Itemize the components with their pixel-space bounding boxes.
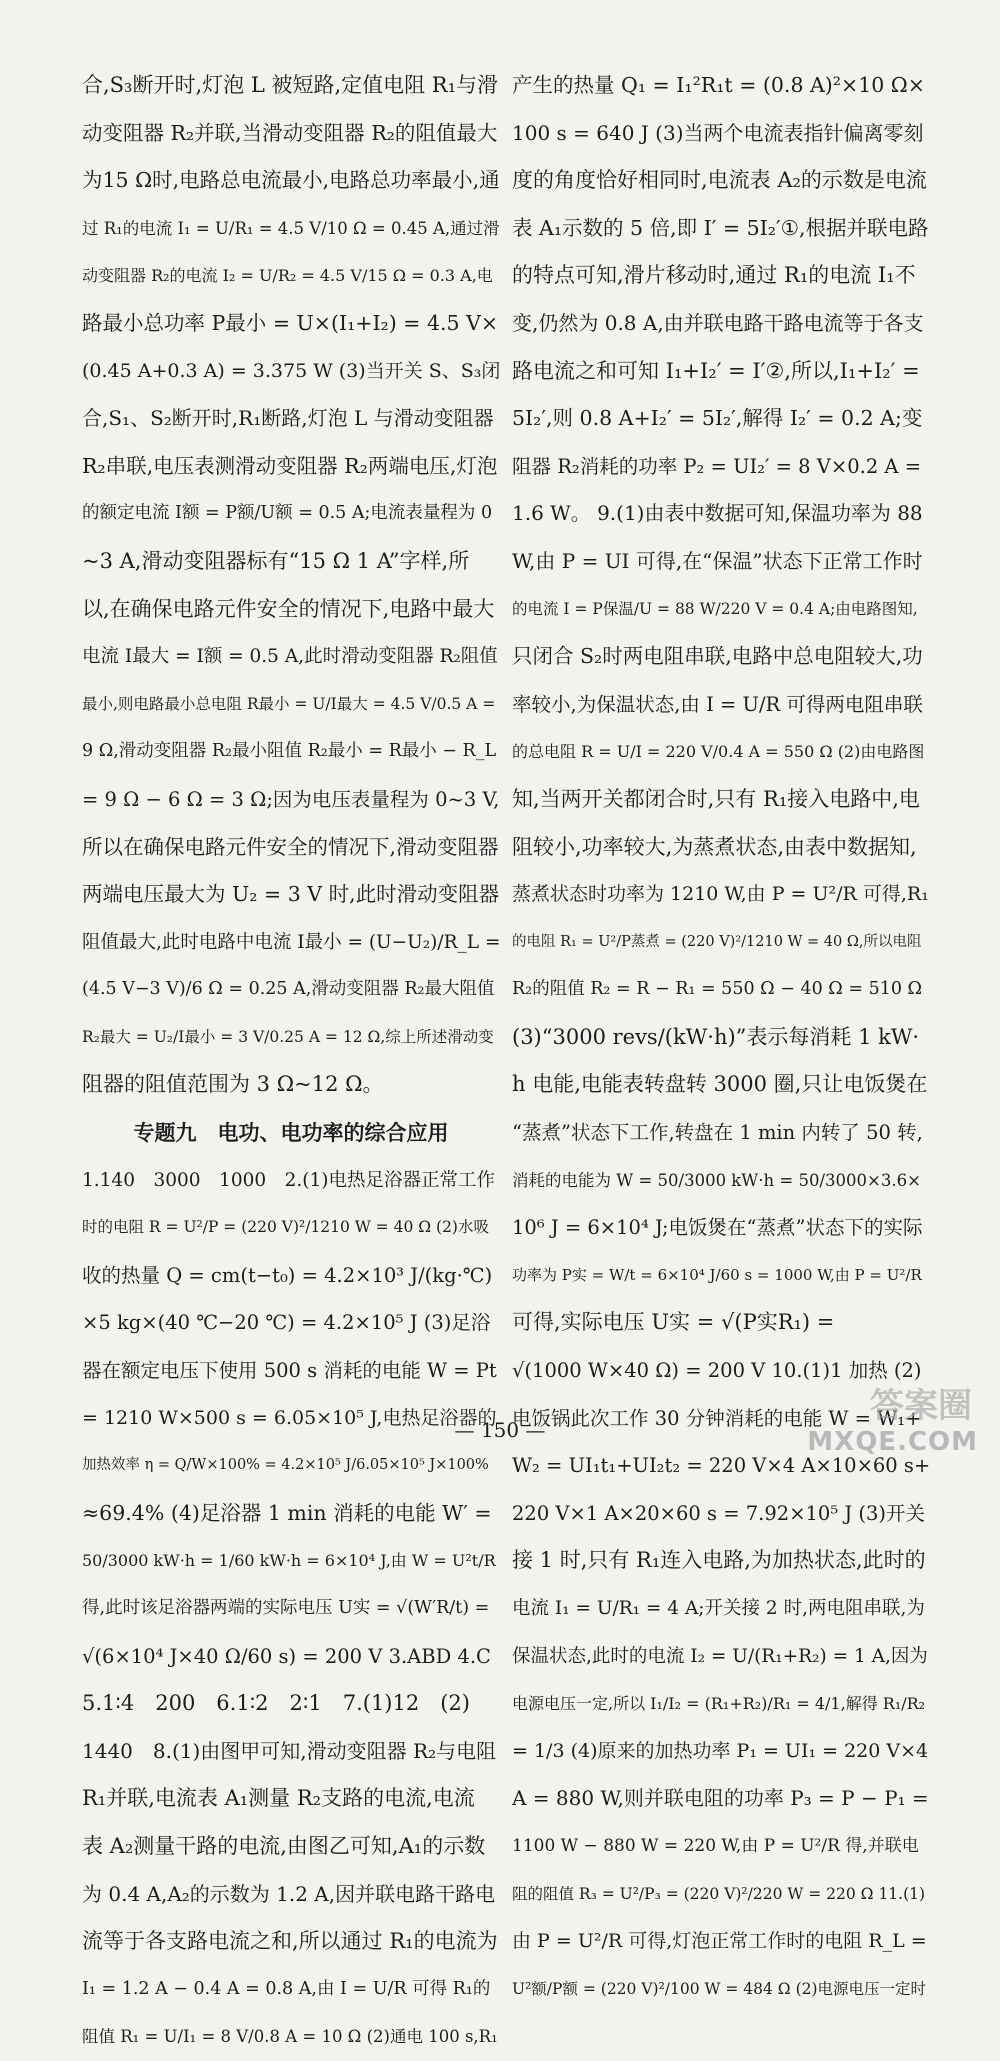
text-line: ~3 A,滑动变阻器标有“15 Ω 1 A”字样,所 [82,548,470,573]
text-line: 功率为 P实 = W/t = 6×10⁴ J/60 s = 1000 W,由 P = U²/R [512,1265,922,1284]
text-line: 以,在确保电路元件安全的情况下,电路中最大 [82,596,495,621]
text-line: 最小,则电路最小总电阻 R最小 = U/I最大 = 4.5 V/0.5 A = [82,694,496,713]
text-line: 阻较小,功率较大,为蒸煮状态,由表中数据知, [512,834,917,859]
text-line: 电流 I₁ = U/R₁ = 4 A;开关接 2 时,两电阻串联,为 [512,1598,925,1619]
text-line: 率较小,为保温状态,由 I = U/R 可得两电阻串联 [512,692,923,716]
text-line: 阻值最大,此时电路中电流 I最小 = (U−U₂)/R_L = [82,931,500,953]
text-line: 的特点可知,滑片移动时,通过 R₁的电流 I₁不 [512,263,916,288]
text-line: 收的热量 Q = cm(t−t₀) = 4.2×10³ J/(kg·℃) [82,1263,493,1287]
text-line: ≈69.4% (4)足浴器 1 min 消耗的电能 W′ = [82,1500,492,1525]
text-line: (4.5 V−3 V)/6 Ω = 0.25 A,滑动变阻器 R₂最大阻值 [82,979,495,1000]
watermark-logo-icon: 答案圈 [870,1386,972,1426]
text-line: (0.45 A+0.3 A) = 3.375 W (3)当开关 S、S₃闭 [82,359,500,382]
text-line: 的电阻 R₁ = U²/P蒸煮 = (220 V)²/1210 W = 40 Ω,所以电阻 [512,933,922,950]
text-line: 路最小总功率 P最小 = U×(I₁+I₂) = 4.5 V× [82,310,499,335]
text-line: 器在额定电压下使用 500 s 消耗的电能 W = Pt [82,1359,497,1383]
text-line: 为 0.4 A,A₂的示数为 1.2 A,因并联电路干路电 [82,1881,496,1906]
text-line: ×5 kg×(40 ℃−20 ℃) = 4.2×10⁵ J (3)足浴 [82,1311,491,1335]
site-watermark [768,1377,978,1457]
text-line: 阻器 R₂消耗的功率 P₂ = UI₂′ = 8 V×0.2 A = [512,454,922,478]
text-line: 1.140 3000 1000 2.(1)电热足浴器正常工作 [82,1169,495,1191]
text-line: R₁并联,电流表 A₁测量 R₂支路的电流,电流 [82,1786,475,1811]
text-line: I₁ = 1.2 A − 0.4 A = 0.8 A,由 I = U/R 可得 R₁的 [82,1978,491,1999]
text-line: 动变阻器 R₂的电流 I₂ = U/R₂ = 4.5 V/15 Ω = 0.3 A,电 [82,266,493,286]
text-line: 接 1 时,只有 R₁连入电路,为加热状态,此时的 [512,1548,926,1573]
text-line: 时的电阻 R = U²/P = (220 V)²/1210 W = 40 Ω (2)水吸 [82,1218,489,1237]
text-line: 电源电压一定,所以 I₁/I₂ = (R₁+R₂)/R₁ = 4/1,解得 R₁/R₂ [512,1694,926,1714]
text-line: √(6×10⁴ J×40 Ω/60 s) = 200 V 3.ABD 4.C [82,1644,491,1668]
text-line: 所以在确保电路元件安全的情况下,滑动变阻器 [82,834,499,859]
text-line: 度的角度恰好相同时,电流表 A₂的示数是电流 [512,168,927,193]
text-line: 变,仍然为 0.8 A,由并联电路干路电流等于各支 [512,310,924,335]
text-line: 只闭合 S₂时两电阻串联,电路中总电阻较大,功 [512,644,923,669]
text-line: 保温状态,此时的电流 I₂ = U/(R₁+R₂) = 1 A,因为 [512,1645,928,1667]
text-line: W,由 P = UI 可得,在“保温”状态下正常工作时 [512,548,923,573]
text-line: 为15 Ω时,电路总电流最小,电路总功率最小,通 [82,168,500,193]
text-line: (3)“3000 revs/(kW·h)”表示每消耗 1 kW· [512,1024,920,1049]
watermark-text: MXQE.COM [807,1427,978,1457]
text-line: R₂最大 = U₂/I最小 = 3 V/0.25 A = 12 Ω,综上所述滑动变 [82,1027,494,1046]
text-line: 表 A₂测量干路的电流,由图乙可知,A₁的示数 [82,1833,486,1858]
text-line: U²额/P额 = (220 V)²/100 W = 484 Ω (2)电源电压一定时 [512,1979,927,1998]
text-line: 产生的热量 Q₁ = I₁²R₁t = (0.8 A)²×10 Ω× [512,73,925,97]
text-line: 表 A₁示数的 5 倍,即 I′ = 5I₂′①,根据并联电路 [512,215,929,240]
text-line: R₂的阻值 R₂ = R − R₁ = 550 Ω − 40 Ω = 510 Ω [512,979,923,1000]
text-line: 得,此时该足浴器两端的实际电压 U实 = √(W′R/t) = [82,1598,490,1618]
text-line: 消耗的电能为 W = 50/3000 kW·h = 50/3000×3.6× [512,1170,921,1190]
text-line: 10⁶ J = 6×10⁴ J;电饭煲在“蒸煮”状态下的实际 [512,1216,923,1240]
text-line: = 9 Ω − 6 Ω = 3 Ω;因为电压表量程为 0~3 V, [82,787,500,811]
text-line: 由 P = U²/R 可得,灯泡正常工作时的电阻 R_L = [512,1930,927,1953]
text-line: “蒸煮”状态下工作,转盘在 1 min 内转了 50 转, [512,1121,923,1145]
text-line: 的总电阻 R = U/I = 220 V/0.4 A = 550 Ω (2)由电路图 [512,742,925,762]
text-line: 过 R₁的电流 I₁ = U/R₁ = 4.5 V/10 Ω = 0.45 A,通过滑 [82,218,500,238]
text-line: 合,S₁、S₂断开时,R₁断路,灯泡 L 与滑动变阻器 [82,406,494,431]
text-line: h 电能,电能表转盘转 3000 圈,只让电饭煲在 [512,1072,928,1097]
text-line: 1440 8.(1)由图甲可知,滑动变阻器 R₂与电阻 [82,1738,497,1763]
text-line: 50/3000 kW·h = 1/60 kW·h = 6×10⁴ J,由 W = U²t/R [82,1551,496,1571]
text-line: 两端电压最大为 U₂ = 3 V 时,此时滑动变阻器 [82,882,500,907]
text-line: A = 880 W,则并联电阻的功率 P₃ = P − P₁ = [512,1786,929,1811]
text-line: 1.6 W。 9.(1)由表中数据可知,保温功率为 88 [512,501,923,526]
text-line: √(1000 W×40 Ω) = 200 V 10.(1)1 加热 (2) [512,1359,922,1383]
text-line: 1100 W − 880 W = 220 W,由 P = U²/R 得,并联电 [512,1835,919,1856]
text-line: 电流 I最大 = I额 = 0.5 A,此时滑动变阻器 R₂阻值 [82,646,498,668]
text-line: 路电流之和可知 I₁+I₂′ = I′②,所以,I₁+I₂′ = [512,358,920,383]
text-line: = 1210 W×500 s = 6.05×10⁵ J,电热足浴器的 [82,1406,497,1429]
text-line: 220 V×1 A×20×60 s = 7.92×10⁵ J (3)开关 [512,1501,925,1525]
text-line: 流等于各支路电流之和,所以通过 R₁的电流为 [82,1929,498,1954]
text-line: 5I₂′,则 0.8 A+I₂′ = 5I₂′,解得 I₂′ = 0.2 A;变 [512,406,923,431]
text-line: 阻的阻值 R₃ = U²/P₃ = (220 V)²/220 W = 220 Ω 11.(1) [512,1884,926,1903]
page-number: — 150 — [454,1418,546,1442]
right-column [512,62,930,2013]
text-line: 的电流 I = P保温/U = 88 W/220 V = 0.4 A;由电路图知, [512,599,918,618]
text-line: R₂串联,电压表测滑动变阻器 R₂两端电压,灯泡 [82,453,498,478]
text-line: 可得,实际电压 U实 = √(P实R₁) = [512,1310,835,1335]
text-line: 动变阻器 R₂并联,当滑动变阻器 R₂的阻值最大 [82,120,498,145]
text-line: W₂ = UI₁t₁+UI₂t₂ = 220 V×4 A×10×60 s+ [512,1454,930,1478]
text-line: 9 Ω,滑动变阻器 R₂最小阻值 R₂最小 = R最小 − R_L [82,741,497,762]
text-line: 知,当两开关都闭合时,只有 R₁接入电路中,电 [512,786,920,811]
text-line: 加热效率 η = Q/W×100% = 4.2×10⁵ J/6.05×10⁵ J×100% [82,1457,489,1474]
text-line: 阻器的阻值范围为 3 Ω~12 Ω。 [82,1072,384,1097]
text-line: 100 s = 640 J (3)当两个电流表指针偏离零刻 [512,120,924,145]
text-line: = 1/3 (4)原来的加热功率 P₁ = UI₁ = 220 V×4 [512,1739,929,1762]
left-column [82,62,500,2061]
text-line: 电饭锅此次工作 30 分钟消耗的电能 W = W₁+ [512,1406,922,1430]
text-line: 阻值 R₁ = U/I₁ = 8 V/0.8 A = 10 Ω (2)通电 100 s,R₁ [82,2027,498,2047]
text-line: 专题九 电功、电功率的综合应用 [133,1120,449,1146]
text-line: 蒸煮状态时功率为 1210 W,由 P = U²/R 可得,R₁ [512,883,929,906]
text-line: 的额定电流 I额 = P额/U额 = 0.5 A;电流表量程为 0 [82,503,493,524]
text-line: 合,S₃断开时,灯泡 L 被短路,定值电阻 R₁与滑 [82,73,499,97]
text-line: 5.1∶4 200 6.1∶2 2∶1 7.(1)12 (2) [82,1691,470,1716]
